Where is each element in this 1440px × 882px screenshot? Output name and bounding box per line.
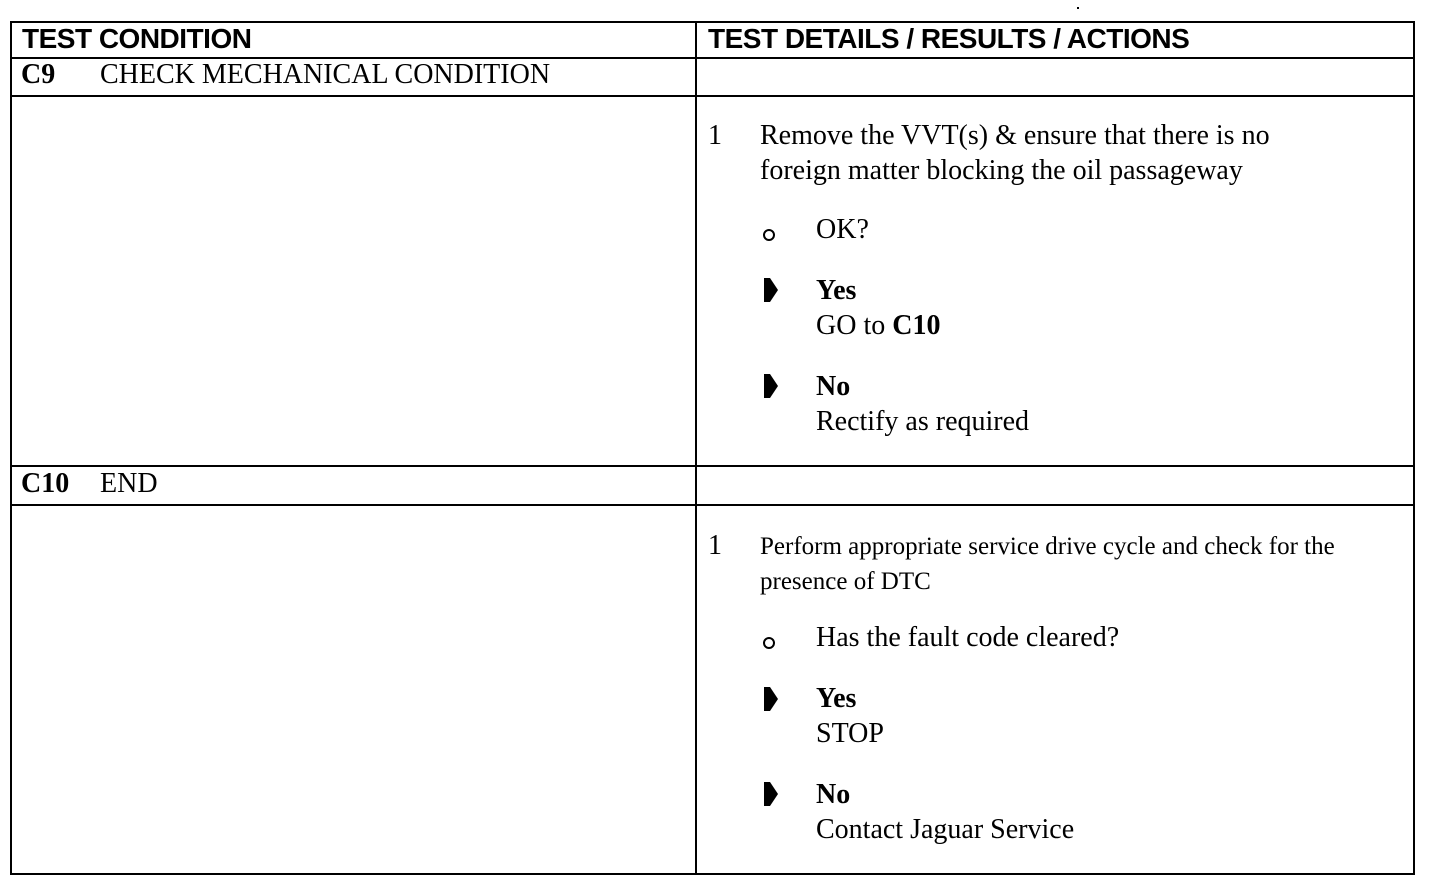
hollow-circle-icon <box>763 229 775 241</box>
scan-speck <box>1077 7 1079 9</box>
step-code: C10 <box>21 468 70 499</box>
no-label: No <box>816 779 851 810</box>
step-code: C9 <box>21 59 56 90</box>
yes-action: STOP <box>816 718 884 749</box>
arrow-bullet-icon <box>761 780 779 808</box>
no-action: Rectify as required <box>816 406 1030 437</box>
yes-label: Yes <box>816 275 857 306</box>
c9-title-divider <box>12 95 1413 97</box>
yes-action <box>816 308 940 343</box>
c9-end-divider <box>12 465 1413 467</box>
question-text: OK? <box>816 214 869 245</box>
instruction-number: 1 <box>708 530 722 561</box>
question-text: Has the fault code cleared? <box>816 622 1120 653</box>
no-label: No <box>816 371 851 402</box>
arrow-bullet-icon <box>761 685 779 713</box>
arrow-bullet-icon <box>761 372 779 400</box>
instruction-line: Remove the VVT(s) & ensure that there is no <box>760 120 1270 151</box>
step-title: END <box>100 468 158 499</box>
diagnostic-table <box>10 21 1415 875</box>
instruction-line: foreign matter blocking the oil passageway <box>760 155 1243 186</box>
header-test-condition: TEST CONDITION <box>22 23 252 54</box>
hollow-circle-icon <box>763 637 775 649</box>
c10-title-divider <box>12 504 1413 506</box>
instruction-line: presence of DTC <box>760 568 931 595</box>
yes-action-prefix: GO to <box>816 310 893 341</box>
step-title: CHECK MECHANICAL CONDITION <box>100 59 551 90</box>
yes-action-ref: C10 <box>892 310 941 341</box>
column-divider <box>695 23 697 873</box>
instruction-number: 1 <box>708 120 722 151</box>
instruction-line: Perform appropriate service drive cycle and check for the <box>760 533 1335 560</box>
header-test-details: TEST DETAILS / RESULTS / ACTIONS <box>708 23 1190 54</box>
arrow-bullet-icon <box>761 276 779 304</box>
no-action: Contact Jaguar Service <box>816 814 1075 845</box>
yes-label: Yes <box>816 683 857 714</box>
